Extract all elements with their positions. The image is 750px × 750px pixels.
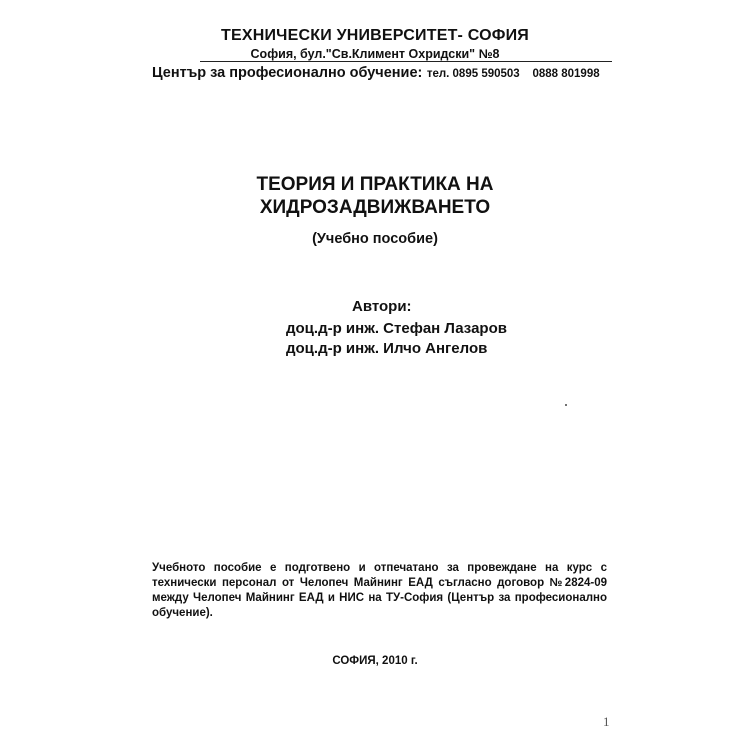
university-address: София, бул."Св.Климент Охридски" №8 <box>250 47 500 61</box>
author-2: доц.д-р инж. Илчо Ангелов <box>286 340 488 357</box>
city-and-year: СОФИЯ, 2010 г. <box>332 655 418 667</box>
scan-speck <box>565 404 567 406</box>
book-subtitle: (Учебно пособие) <box>312 231 438 247</box>
header-divider <box>200 61 612 62</box>
book-title-line-1: ТЕОРИЯ И ПРАКТИКА НА <box>256 174 494 195</box>
authors-heading: Автори: <box>352 298 412 315</box>
university-name: ТЕХНИЧЕСКИ УНИВЕРСИТЕТ- СОФИЯ <box>221 27 529 44</box>
page-number: 1 <box>603 714 610 729</box>
training-center-line <box>152 64 600 82</box>
book-title-line-2: ХИДРОЗАДВИЖВАНЕТО <box>259 197 491 218</box>
training-center-phones: тел. 0895 590503 0888 801998 <box>426 68 600 80</box>
author-1: доц.д-р инж. Стефан Лазаров <box>286 320 507 337</box>
training-center-name: Център за професионално обучение: <box>152 65 423 81</box>
publication-note: Учебното пособие е подготвено и отпечатано за провеждане на курс с технически персонал от Челопеч Майнинг ЕАД съгласно договор №2824-09 между Челопеч Майнинг ЕАД и НИС на ТУ-София (Център за професионално обучение). <box>152 562 607 619</box>
